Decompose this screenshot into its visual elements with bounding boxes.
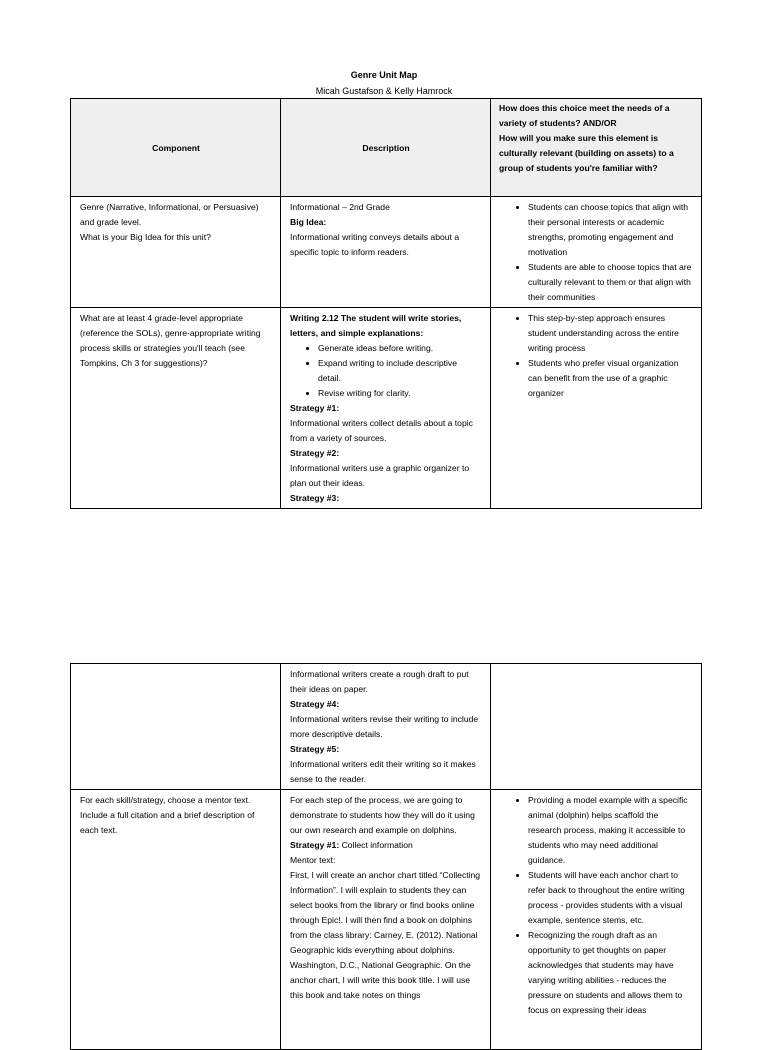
description-cell bbox=[281, 790, 491, 1050]
table-row-skills bbox=[71, 308, 702, 509]
strategy-text: Informational writers create a rough draft to put their ideas on paper. bbox=[290, 669, 469, 694]
list-item: • Expand writing to include descriptive detail. bbox=[318, 356, 482, 386]
header-meets-needs-line1: How does this choice meet the needs of a variety of students? AND/OR bbox=[499, 103, 670, 128]
needs-cell bbox=[491, 197, 702, 308]
list-item: • Revise writing for clarity. bbox=[318, 386, 482, 401]
sol-list bbox=[290, 341, 482, 401]
strategy-label: Strategy #5: bbox=[290, 744, 340, 754]
description-text: For each step of the process, we are going to demonstrate to students how they will do it using our own research and example on dolphins. bbox=[290, 795, 475, 835]
strategy-text: Informational writers use a graphic organizer to plan out their ideas. bbox=[290, 463, 470, 488]
strategy-label: Strategy #3: bbox=[290, 493, 340, 503]
needs-cell bbox=[491, 664, 702, 790]
list-item: • Students are able to choose topics that are culturally relevant to them or that align with their communities bbox=[528, 260, 693, 305]
header-meets-needs-line2: How will you make sure this element is culturally relevant (building on assets) to a group of students you're familiar with? bbox=[499, 133, 674, 173]
table-row-mentor bbox=[71, 790, 702, 1050]
mentor-label: Mentor text: bbox=[290, 855, 336, 865]
list-item: • Generate ideas before writing. bbox=[318, 341, 482, 356]
needs-list bbox=[500, 311, 693, 401]
strategy-label: Strategy #1: bbox=[290, 403, 340, 413]
table-row-genre bbox=[71, 197, 702, 308]
list-item: • Providing a model example with a specific animal (dolphin) helps scaffold the research process, making it accessible to students who may need additional guidance. bbox=[528, 793, 693, 868]
unit-map-table-page2 bbox=[70, 663, 702, 1050]
component-cell: What are at least 4 grade-level appropriate (reference the SOLs), genre-appropriate writing process skills or strategies you'll teach (see Tompkins, Ch 3 for suggestions)? bbox=[71, 308, 281, 509]
list-item: • Students who prefer visual organization can benefit from the use of a graphic organizer bbox=[528, 356, 693, 401]
description-text: Informational – 2nd Grade bbox=[290, 202, 390, 212]
page-title: Genre Unit Map bbox=[350, 70, 418, 80]
header-row bbox=[71, 99, 702, 197]
sol-text: Writing 2.12 The student will write stories, letters, and simple explanations: bbox=[290, 313, 462, 338]
list-item: • Students can choose topics that align with their personal interests or academic strengths, promoting engagement and motivation bbox=[528, 200, 693, 260]
strategy-label: Strategy #4: bbox=[290, 699, 340, 709]
description-cell bbox=[281, 308, 491, 509]
component-cell bbox=[71, 197, 281, 308]
strategy-text: Collect information bbox=[339, 840, 413, 850]
list-item: • Students will have each anchor chart to refer back to throughout the entire writing process - provides students with a visual example, sentence stems, etc. bbox=[528, 868, 693, 928]
list-item: • This step-by-step approach ensures student understanding across the entire writing process bbox=[528, 311, 693, 356]
needs-list bbox=[500, 200, 693, 305]
authors: Micah Gustafson & Kelly Hamrock bbox=[315, 86, 453, 96]
header-meets-needs bbox=[491, 99, 702, 197]
needs-cell bbox=[491, 308, 702, 509]
header-component: Component bbox=[71, 99, 281, 197]
component-text: Genre (Narrative, Informational, or Persuasive) and grade level. bbox=[80, 202, 259, 227]
list-item: • Recognizing the rough draft as an opportunity to get thoughts on paper acknowledges that students may have varying writing abilities - reduces the pressure on students and allows them to focus on expressing their ideas bbox=[528, 928, 693, 1018]
big-idea-text: Informational writing conveys details about a specific topic to inform readers. bbox=[290, 232, 460, 257]
table-row-strategies-cont bbox=[71, 664, 702, 790]
needs-cell bbox=[491, 790, 702, 1050]
unit-map-table-page1 bbox=[70, 98, 702, 509]
component-cell: For each skill/strategy, choose a mentor text. Include a full citation and a brief description of each text. bbox=[71, 790, 281, 1050]
component-text: What is your Big Idea for this unit? bbox=[80, 232, 211, 242]
component-cell bbox=[71, 664, 281, 790]
description-cell bbox=[281, 664, 491, 790]
header-description: Description bbox=[281, 99, 491, 197]
strategy-text: Informational writers collect details about a topic from a variety of sources. bbox=[290, 418, 473, 443]
strategy-label: Strategy #2: bbox=[290, 448, 340, 458]
strategy-label: Strategy #1: bbox=[290, 840, 340, 850]
needs-list bbox=[500, 793, 693, 1018]
strategy-line bbox=[290, 838, 482, 853]
strategy-text: Informational writers edit their writing so it makes sense to the reader. bbox=[290, 759, 476, 784]
strategy-text: Informational writers revise their writing to include more descriptive details. bbox=[290, 714, 479, 739]
description-cell bbox=[281, 197, 491, 308]
description-text: First, I will create an anchor chart titled “Collecting Information”. I will explain to students they can select books from the library or find books online through Epic!. I will then find a book on dolphins from the class library: Carney, E. (2012). National Geographic kids everything about dolphins. Washington, D.C., National Geographic. On the anchor chart, I will write this book title. I will use this book and take notes on things bbox=[290, 870, 481, 1000]
big-idea-label: Big Idea: bbox=[290, 217, 327, 227]
